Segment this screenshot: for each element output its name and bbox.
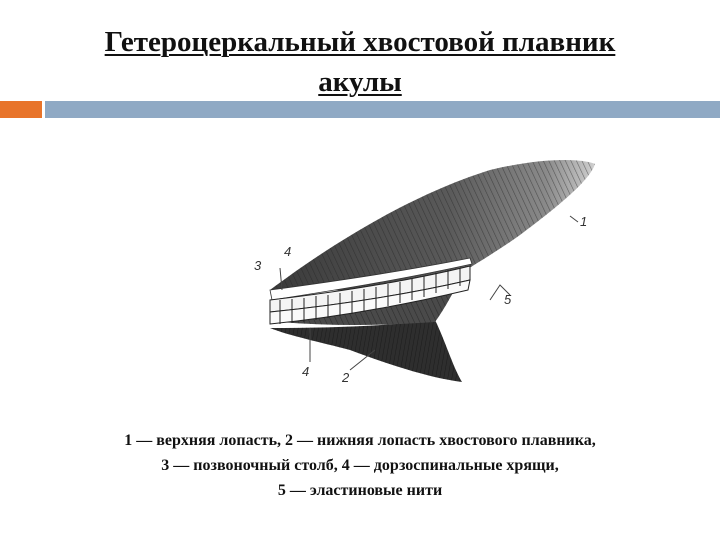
label-4-bottom: 4 bbox=[302, 364, 310, 379]
accent-bar-orange bbox=[0, 101, 42, 118]
slide-title bbox=[40, 22, 680, 102]
label-5: 5 bbox=[504, 292, 512, 307]
title-line-1: Гетероцеркальный хвостовой плавник bbox=[104, 26, 616, 58]
label-2: 2 bbox=[342, 370, 350, 385]
label-3: 3 bbox=[254, 258, 262, 273]
caption-line-3: 5 — эластиновые нити bbox=[277, 482, 443, 499]
accent-bar-blue bbox=[45, 101, 720, 118]
caption-line-1: 1 — верхняя лопасть, 2 — нижняя лопасть хвостового плавника, bbox=[124, 432, 596, 449]
caption-line-2: 3 — позвоночный столб, 4 — дорзоспинальные хрящи, bbox=[161, 457, 559, 474]
label-1: 1 bbox=[580, 214, 588, 229]
label-4-top: 4 bbox=[284, 244, 292, 259]
title-line-2: акулы bbox=[318, 66, 402, 98]
shark-tail-fin-figure bbox=[240, 150, 610, 390]
figure-caption bbox=[30, 428, 690, 503]
